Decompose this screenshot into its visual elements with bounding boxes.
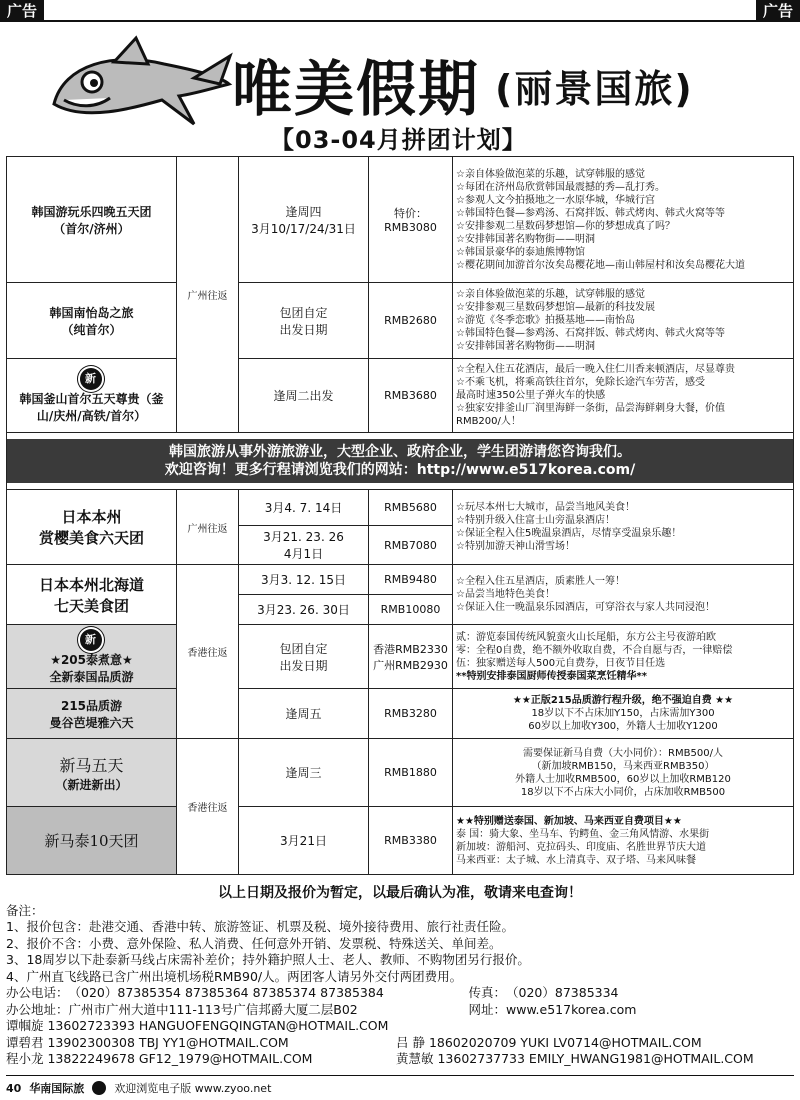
office-phone: （020）87385354 87385364 87385374 87385384 <box>68 985 384 1000</box>
brand-name: 唯美假期 <box>232 55 480 125</box>
price-cell: RMB9480 <box>369 565 453 595</box>
tour-name <box>7 359 177 433</box>
feature-line: 最高时速350公里子弹火车的快感 <box>456 390 606 401</box>
feature-line: 需要保证新马自费（大小同价）：RMB500/人 <box>523 747 723 759</box>
features-cell <box>453 359 794 433</box>
feature-highlight: **特别安排泰国厨师传授泰国菜烹饪精华** <box>456 670 647 682</box>
features-cell <box>453 565 794 625</box>
feature-line: ☆独家安排釜山厂润里海鲜一条街，品尝海鲜刺身大餐，价值 <box>456 403 725 414</box>
ad-header <box>0 24 800 152</box>
tour-name <box>7 490 177 565</box>
table-row <box>7 807 794 875</box>
office-phone-label: 办公电话： <box>6 985 69 1000</box>
price-cell <box>369 157 453 283</box>
tour-name-line: （新进新出） <box>55 777 128 792</box>
table-row <box>7 359 794 433</box>
corner-ad-label-left: 广告 <box>0 0 44 22</box>
note-item: 2、报价不含：小费、意外保险、私人消费、任何意外开销、发票税、特殊送关、单间差。 <box>6 935 502 951</box>
feature-line: ☆安排参观三星数码梦想馆—最新的科技发展 <box>456 302 655 313</box>
contact-row <box>6 1051 794 1068</box>
website-label: 网址： <box>468 1001 507 1017</box>
notes-section <box>6 885 794 1068</box>
price-line: 特价： <box>394 207 427 220</box>
price-line: RMB3080 <box>384 221 437 234</box>
feature-line: 外籍人士加收RMB500，60岁以上加收RMB120 <box>515 773 731 785</box>
features-cell <box>453 283 794 359</box>
tour-name-line: 新马五天 <box>59 755 124 775</box>
contact-person: 谭碧君 13902300308 TBJ YY1@HOTMAIL.COM <box>6 1034 289 1050</box>
feature-line: 60岁以上加收Y300，外籍人士加收Y1200 <box>528 721 718 732</box>
contact-person: 黄慧敏 13602737733 EMILY_HWANG1981@HOTMAIL.COM <box>396 1051 754 1066</box>
price-line: 香港RMB2330 <box>373 642 448 656</box>
feature-line: ☆樱花期间加游首尔汝矣岛樱花地—南山韩屋村和汝矣岛樱花大道 <box>456 259 745 271</box>
address-row <box>6 1002 794 1019</box>
feature-line: （新加坡RMB150，马来西亚RMB350） <box>531 760 715 772</box>
features-cell <box>453 157 794 283</box>
tour-name <box>7 283 177 359</box>
feature-line: 泰 国：骑大象、坐马车、钓鳄鱼、金三角风情游、水果街 <box>456 828 710 840</box>
feature-line: 零：全程0自费，绝不额外收取自费，不合自愿与否，一律赔偿 <box>456 644 733 656</box>
feature-line: 伍：独家赠送每人500元自费券，日夜节目任选 <box>456 657 666 669</box>
departure-cell: 广州往返 <box>177 157 239 433</box>
table-row <box>7 490 794 526</box>
tour-name-line: 全新泰国品质游 <box>49 669 134 684</box>
price-cell: RMB3380 <box>369 807 453 875</box>
feature-highlight: ★★正版215品质游行程升级，绝不强迫自费 ★★ <box>512 695 734 706</box>
address-label: 办公地址： <box>6 1001 69 1017</box>
date-cell: 逢周三 <box>239 739 369 807</box>
tour-name-line: 七天美食团 <box>53 596 129 615</box>
footer-tagline: 欢迎浏览电子版 www.zyoo.net <box>114 1082 272 1095</box>
page-number: 40 <box>6 1081 22 1095</box>
feature-line: ☆保证全程入住5晚温泉酒店，尽情享受温泉乐趣！ <box>456 528 682 539</box>
departure-cell: 广州往返 <box>177 490 239 565</box>
feature-line: ☆安排韩国著名购物街——明洞 <box>456 233 595 245</box>
feature-line: ☆安排韩国著名购物街——明洞 <box>456 341 595 352</box>
feature-line: ☆韩国景豪华的泰迪熊博物馆 <box>456 246 585 258</box>
date-line: 出发日期 <box>279 322 328 337</box>
table-row <box>7 625 794 689</box>
date-cell <box>239 625 369 689</box>
tour-name-line: （首尔/济州） <box>53 221 130 236</box>
feature-line: ☆品尝当地特色美食！ <box>456 589 555 600</box>
feature-line: 马来西亚：太子城、水上清真寺、双子塔、马来风味餐 <box>456 854 696 866</box>
feature-line: 贰：游览泰国传统风貌蛮火山长尾船，东方公主号夜游珀欧 <box>456 631 716 643</box>
features-cell <box>453 689 794 739</box>
publication-logo-icon <box>92 1081 106 1095</box>
date-cell: 3月21日 <box>239 807 369 875</box>
features-cell <box>453 739 794 807</box>
contact-person: 吕 静 18602020709 YUKI LV0714@HOTMAIL.COM <box>396 1034 702 1050</box>
feature-line: ☆全程入住五星酒店，质素胜人一筹！ <box>456 576 625 587</box>
table-row <box>7 157 794 283</box>
table-row <box>7 739 794 807</box>
date-cell <box>239 157 369 283</box>
tour-name-line: 日本本州北海道 <box>38 575 144 594</box>
fax-number: （020）87385334 <box>506 985 619 1000</box>
features-cell <box>453 490 794 565</box>
tour-name-line: 韩国南怡岛之旅 <box>49 305 134 320</box>
contact-row <box>6 1018 794 1035</box>
tour-name-line: （纯首尔） <box>61 322 122 337</box>
new-badge-icon: 新 <box>80 629 102 651</box>
note-item: 3、18周岁以下赴泰新马线占床需补差价；持外籍护照人士、老人、教师、不购物团另行报价。 <box>6 952 530 967</box>
tour-name <box>7 157 177 283</box>
office-address: 广州市广州大道中111-113号广信邦爵大厦二层B02 <box>68 1001 358 1017</box>
feature-line: 新加坡：游船河、克拉码头、印度庙、名胜世界节庆大道 <box>456 841 706 853</box>
table-row <box>7 565 794 595</box>
contact-person: 谭帼旋 13602723393 HANGUOFENGQINGTAN@HOTMAIL.COM <box>6 1018 389 1033</box>
feature-line: ☆特别升级入住富士山旁温泉酒店！ <box>456 515 615 526</box>
departure-cell: 香港往返 <box>177 565 239 739</box>
feature-line: ☆全程入住五花酒店，最后一晚入住仁川香来顿酒店，尽显尊贵 <box>456 364 735 375</box>
feature-line: ☆参观人文今拍摄地之一水原华城，华城行宫 <box>456 194 655 206</box>
table-row <box>7 433 794 490</box>
tour-name: 新马泰10天团 <box>7 807 177 875</box>
contact-row <box>6 1035 794 1052</box>
table-row <box>7 689 794 739</box>
feature-line: ☆玩尽本州七大城市，品尝当地风美食！ <box>456 502 635 513</box>
banner-link[interactable]: 欢迎咨询！更多行程请浏览我们的网站：http://www.e517korea.com/ <box>164 462 636 478</box>
new-badge-icon: 新 <box>80 368 102 390</box>
price-cell: RMB7080 <box>369 526 453 565</box>
fax-label: 传真： <box>468 985 507 1000</box>
date-line: 3月21. 23. 26 <box>263 530 344 544</box>
feature-line: ☆韩国特色餐—参鸡汤、石窝拌饭、韩式烤肉、韩式火窝等等 <box>456 328 725 339</box>
price-cell <box>369 625 453 689</box>
price-cell: RMB3680 <box>369 359 453 433</box>
publication-name: 华南国际旅 <box>29 1082 85 1095</box>
tour-name-line: ★205泰煮意★ <box>50 652 133 667</box>
feature-line: 18岁以下不占床加Y150，占床需加Y300 <box>531 708 715 719</box>
date-line: 包团自定 <box>279 305 328 320</box>
date-line: 4月1日 <box>283 547 324 561</box>
date-cell: 3月4. 7. 14日 <box>239 490 369 526</box>
features-cell <box>453 625 794 689</box>
top-divider <box>0 20 800 22</box>
tour-name-line: 山/庆州/高铁/首尔） <box>36 408 147 423</box>
date-line: 3月10/17/24/31日 <box>251 221 356 236</box>
price-cell: RMB3280 <box>369 689 453 739</box>
price-cell: RMB5680 <box>369 490 453 526</box>
date-cell: 3月3. 12. 15日 <box>239 565 369 595</box>
feature-line: ☆不乘飞机，将乘高铁往首尔，免除长途汽车劳苦，感受 <box>456 377 705 388</box>
website-link[interactable]: www.e517korea.com <box>506 1001 637 1017</box>
date-cell: 逢周二出发 <box>239 359 369 433</box>
date-line: 包团自定 <box>279 641 328 656</box>
tour-name-line: 日本本州 <box>61 508 122 526</box>
tour-table <box>6 156 794 875</box>
feature-line: ☆每团在济州岛欣赏韩国最震撼的秀—乱打秀。 <box>456 181 665 193</box>
price-cell: RMB2680 <box>369 283 453 359</box>
feature-line: ☆亲自体验做泡菜的乐趣，试穿韩服的感觉 <box>456 289 645 300</box>
tour-name-line: 韩国釜山首尔五天尊贵（釜 <box>19 391 164 406</box>
feature-highlight: ★★特别赠送泰国、新加坡、马来西亚自费项目★★ <box>456 815 682 827</box>
banner-line: 韩国旅游从事外游旅游业，大型企业、政府企业，学生团游请您咨询我们。 <box>169 444 631 460</box>
date-line: 逢周四 <box>285 204 322 219</box>
feature-line: ☆保证入住一晚温泉乐园酒店，可穿浴衣与家人共同浸泡！ <box>456 602 715 613</box>
table-row <box>7 283 794 359</box>
notes-label: 备注： <box>6 902 44 918</box>
feature-line: ☆韩国特色餐—参鸡汤、石窝拌饭、韩式烤肉、韩式火窝等等 <box>456 207 725 219</box>
feature-line: ☆亲自体验做泡菜的乐趣，试穿韩服的感觉 <box>456 168 645 180</box>
banner-cell <box>7 433 794 490</box>
feature-line: ☆安排参观二星数码梦想馆—你的梦想成真了吗？ <box>456 220 675 232</box>
feature-line: RMB200/人！ <box>456 416 521 427</box>
price-cell: RMB10080 <box>369 595 453 625</box>
phone-row <box>6 985 794 1002</box>
brand-subtitle: (丽景国旅) <box>495 67 694 111</box>
date-cell: 逢周五 <box>239 689 369 739</box>
corner-ad-label-right: 广告 <box>756 0 800 22</box>
departure-cell: 香港往返 <box>177 739 239 875</box>
tour-name-line: 215品质游 <box>60 698 123 713</box>
contact-person: 程小龙 13822249678 GF12_1979@HOTMAIL.COM <box>6 1051 313 1066</box>
date-line: 出发日期 <box>279 658 328 673</box>
tour-name <box>7 625 177 689</box>
promo-banner <box>7 439 793 483</box>
note-item: 4、广州直飞线路已含广州出境机场税RMB90/人。两团客人请另外交付两团费用。 <box>6 968 463 984</box>
date-cell <box>239 283 369 359</box>
plan-title: 【03-04月拼团计划】 <box>270 126 527 154</box>
notes-headline: 以上日期及报价为暂定，以最后确认为准，敬请来电查询！ <box>218 885 582 901</box>
price-line: 广州RMB2930 <box>373 658 448 672</box>
feature-line: ☆游览《冬季恋歌》拍摄基地——南怡岛 <box>456 315 635 326</box>
price-cell: RMB1880 <box>369 739 453 807</box>
page-footer <box>6 1075 794 1096</box>
feature-line: ☆特别加游天神山滑雪场！ <box>456 541 575 552</box>
tour-name <box>7 565 177 625</box>
tour-name-line: 韩国游玩乐四晚五天团 <box>31 204 152 219</box>
feature-line: 18岁以下不占床大小同价，占床加收RMB500 <box>520 786 726 798</box>
tour-name-line: 赏樱美食六天团 <box>38 529 144 547</box>
tour-name <box>7 739 177 807</box>
shark-mascot-icon <box>44 34 234 134</box>
date-cell <box>239 526 369 565</box>
features-cell <box>453 807 794 875</box>
tour-name-line: 曼谷芭堤雅六天 <box>49 715 134 730</box>
date-cell: 3月23. 26. 30日 <box>239 595 369 625</box>
tour-name <box>7 689 177 739</box>
note-item: 1、报价包含：赴港交通、香港中转、旅游签证、机票及税、境外接待费用、旅行社责任险。 <box>6 919 514 934</box>
